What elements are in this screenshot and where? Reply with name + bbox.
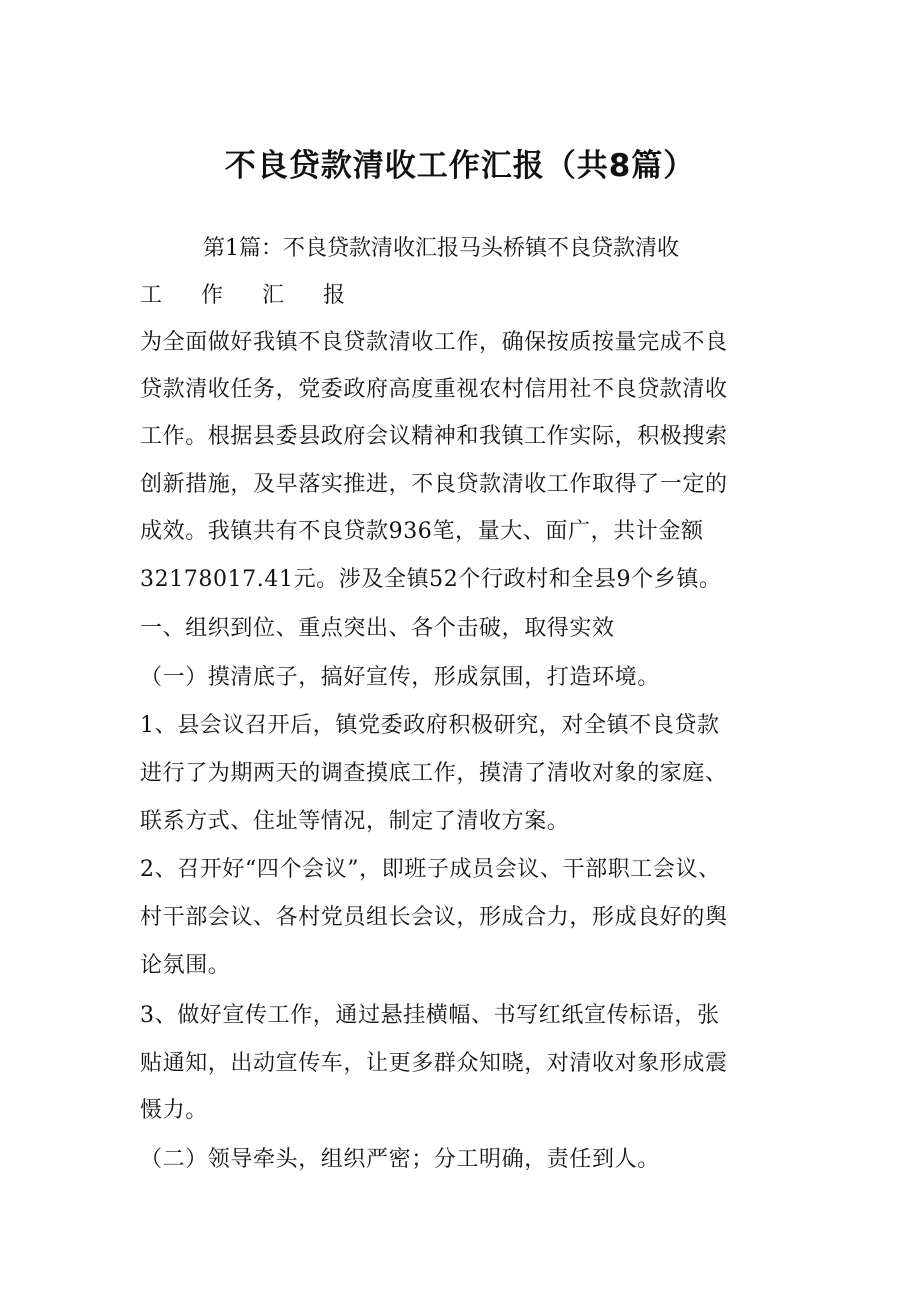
paragraph-line: 工作。根据县委县政府会议精神和我镇工作实际，积极搜索 (140, 424, 728, 449)
paragraph-line: 进行了为期两天的调查摸底工作，摸清了清收对象的家庭、 (140, 761, 728, 786)
paragraph-line: 慑力。 (140, 1098, 208, 1123)
paragraph-line: 村干部会议、各村党员组长会议，形成合力，形成良好的舆 (140, 905, 728, 930)
paragraph-line: 论氛围。 (140, 953, 231, 978)
paragraph-line: 创新措施，及早落实推进，不良贷款清收工作取得了一定的 (140, 472, 728, 497)
document-title: 不良贷款清收工作汇报（共8篇） (224, 148, 696, 184)
paragraph-line: 工 作 汇 报 (140, 283, 361, 308)
document-subtitle: 第1篇：不良贷款清收汇报马头桥镇不良贷款清收 (203, 236, 679, 261)
paragraph-line: 一、组织到位、重点突出、各个击破，取得实效 (140, 616, 615, 641)
paragraph-line: 成效。我镇共有不良贷款936笔，量大、面广，共计金额 (140, 519, 704, 544)
paragraph-line: （二）领导牵头，组织严密；分工明确，责任到人。 (140, 1147, 660, 1172)
paragraph-line: 为全面做好我镇不良贷款清收工作，确保按质按量完成不良 (140, 330, 728, 355)
paragraph-line: 联系方式、住址等情况，制定了清收方案。 (140, 809, 570, 834)
paragraph-line: 32178017.41元。涉及全镇52个行政村和全县9个乡镇。 (140, 567, 722, 592)
paragraph-line: 贴通知，出动宣传车，让更多群众知晓，对清收对象形成震 (140, 1051, 728, 1076)
paragraph-line: （一）摸清底子，搞好宣传，形成氛围，打造环境。 (140, 665, 660, 690)
paragraph-line: 2、召开好“四个会议”，即班子成员会议、干部职工会议、 (140, 857, 721, 882)
paragraph-line: 1、县会议召开后，镇党委政府积极研究，对全镇不良贷款 (140, 713, 720, 738)
paragraph-line: 3、做好宣传工作，通过悬挂横幅、书写红纸宣传标语，张 (140, 1003, 720, 1028)
paragraph-line: 贷款清收任务，党委政府高度重视农村信用社不良贷款清收 (140, 377, 728, 402)
